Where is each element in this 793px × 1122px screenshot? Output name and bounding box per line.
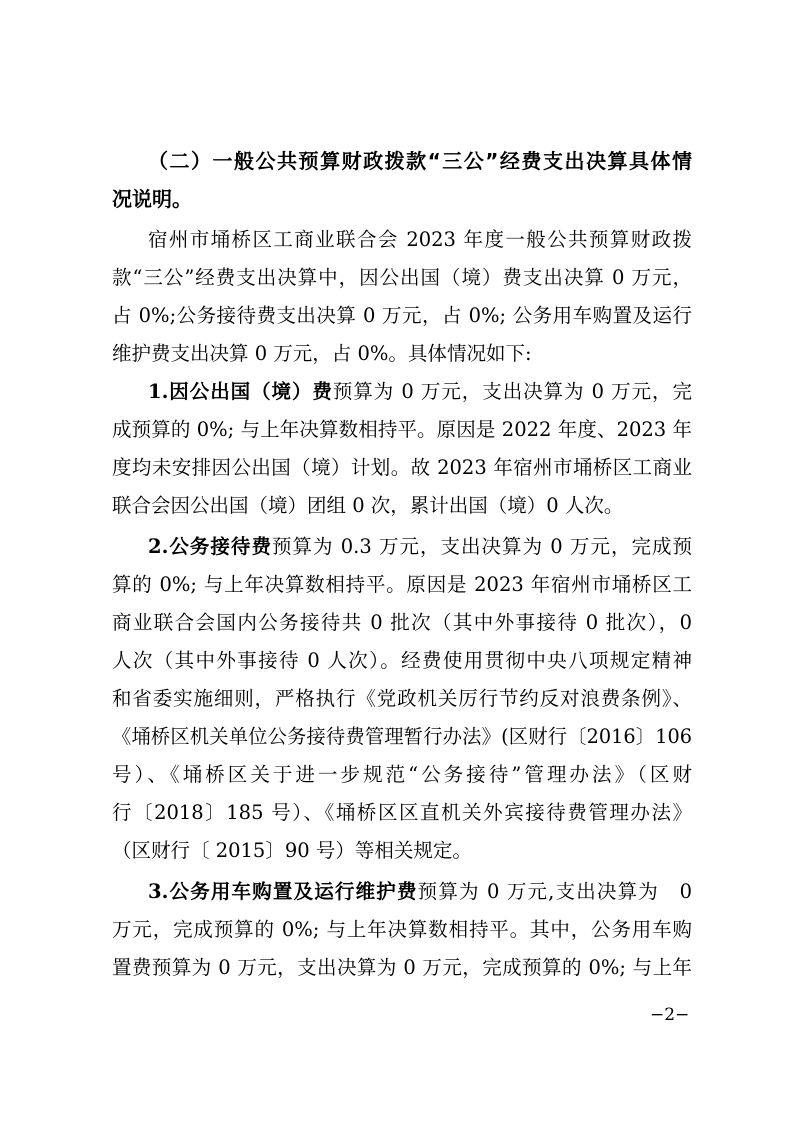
item3-first-line xyxy=(148,873,692,911)
item2-line-5: 和省委实施细则，严格执行《党政机关厉行节约反对浪费条例》、 xyxy=(112,687,692,710)
item3-line-2: 万元，完成预算的 0%; 与上年决算数相持平。其中，公务用车购 xyxy=(112,918,692,941)
item2-line-3: 商业联合会国内公务接待共 0 批次（其中外事接待 0 批次），0 xyxy=(112,611,692,634)
item3-title: 3.公务用车购置及运行维护费 xyxy=(148,880,418,903)
item1-line-2: 成预算的 0%; 与上年决算数相持平。原因是 2022 年度、2023 年 xyxy=(112,418,692,441)
section-heading-line-1: （二）一般公共预算财政拨款“三公”经费支出决算具体情 xyxy=(148,149,692,173)
intro-line-3: 占 0%;公务接待费支出决算 0 万元，占 0%; 公务用车购置及运行 xyxy=(112,304,692,327)
intro-line-1: 宿州市埇桥区工商业联合会 2023 年度一般公共预算财政拨 xyxy=(148,228,692,251)
item3-first-rest: 预算为 0 万元,支出决算为 0 xyxy=(417,880,692,903)
item2-line-7: 号）、《埇桥区关于进一步规范“公务接待”管理办法》（区财 xyxy=(112,763,692,786)
item1-title: 1.因公出国（境）费 xyxy=(148,380,333,403)
item2-first-line xyxy=(148,528,692,566)
intro-line-4: 维护费支出决算 0 万元，占 0%。具体情况如下: xyxy=(112,342,532,365)
item1-line-3: 度均未安排因公出国（境）计划。故 2023 年宿州市埇桥区工商业 xyxy=(112,456,692,479)
section-heading-line-2: 况说明。 xyxy=(112,187,192,211)
item3-line-3: 置费预算为 0 万元，支出决算为 0 万元，完成预算的 0%; 与上年 xyxy=(112,956,692,979)
item1-line-4: 联合会因公出国（境）团组 0 次，累计出国（境）0 人次。 xyxy=(112,494,624,517)
intro-line-2: 款“三公”经费支出决算中，因公出国（境）费支出决算 0 万元， xyxy=(112,266,692,289)
item2-line-4: 人次（其中外事接待 0 人次）。经费使用贯彻中央八项规定精神 xyxy=(112,649,692,672)
item2-title: 2.公务接待费 xyxy=(148,535,272,558)
item2-line-6: 《埇桥区机关单位公务接待费管理暂行办法》(区财行〔2016〕106 xyxy=(112,725,692,748)
item2-line-8: 行〔2018〕185 号）、《埇桥区区直机关外宾接待费管理办法》 xyxy=(112,801,692,824)
page-number: −2− xyxy=(650,1005,690,1025)
item2-line-9: （区财行〔 2015〕90 号）等相关规定。 xyxy=(112,839,472,862)
item2-first-rest: 预算为 0.3 万元，支出决算为 0 万元，完成预 xyxy=(271,535,693,558)
item1-first-rest: 预算为 0 万元，支出决算为 0 万元，完 xyxy=(332,380,693,403)
item1-first-line xyxy=(148,373,692,411)
item2-line-2: 算的 0%; 与上年决算数相持平。原因是 2023 年宿州市埇桥区工 xyxy=(112,573,692,596)
